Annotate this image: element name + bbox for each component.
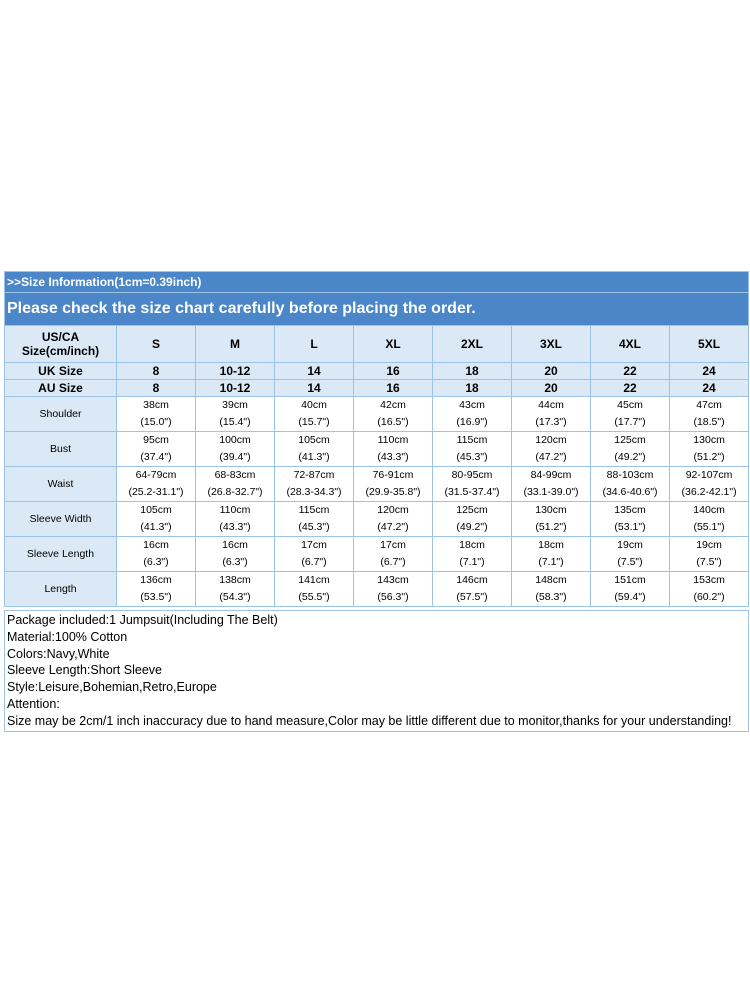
- measurement-inch: (17.7"): [614, 416, 646, 428]
- measurement-inch: (53.5"): [140, 591, 172, 603]
- measurement-cell: [670, 432, 749, 467]
- measurement-cell: [512, 397, 591, 432]
- uk-size-label: UK Size: [5, 363, 117, 380]
- measurement-cm: 151cm: [614, 574, 646, 586]
- notice-bar: [5, 293, 749, 326]
- measurement-cell: [275, 432, 354, 467]
- au-size-cell: 14: [275, 380, 354, 397]
- measurement-cell: [591, 397, 670, 432]
- measurement-cm: 42cm: [380, 399, 406, 411]
- measurement-cell: [670, 572, 749, 607]
- measurement-cm: 120cm: [377, 504, 409, 516]
- measurement-inch: (60.2"): [693, 591, 725, 603]
- measurement-cm: 143cm: [377, 574, 409, 586]
- measurement-cell: [591, 467, 670, 502]
- measurement-cell: [354, 432, 433, 467]
- measurement-cm: 115cm: [456, 434, 488, 446]
- measurement-cell: [433, 397, 512, 432]
- uk-size-cell: 24: [670, 363, 749, 380]
- au-size-cell: 18: [433, 380, 512, 397]
- measurement-cell: [512, 572, 591, 607]
- measurement-inch: (49.2"): [614, 451, 646, 463]
- measurement-cell: [354, 502, 433, 537]
- measurement-label: Shoulder: [5, 397, 117, 432]
- measurement-inch: (7.5"): [696, 556, 722, 568]
- au-size-cell: 22: [591, 380, 670, 397]
- measurement-cm: 125cm: [614, 434, 646, 446]
- measurement-row: [5, 502, 749, 537]
- size-header-cell: M: [196, 326, 275, 363]
- measurement-cm: 64-79cm: [135, 469, 177, 481]
- uk-size-cell: 8: [117, 363, 196, 380]
- size-header-cell: L: [275, 326, 354, 363]
- measurement-inch: (59.4"): [614, 591, 646, 603]
- measurement-cm: 138cm: [219, 574, 251, 586]
- measurement-cell: [433, 537, 512, 572]
- measurement-cm: 105cm: [140, 504, 172, 516]
- size-header-cell: S: [117, 326, 196, 363]
- measurement-cm: 45cm: [617, 399, 643, 411]
- au-size-cell: 8: [117, 380, 196, 397]
- note-line: Sleeve Length:Short Sleeve: [7, 663, 162, 678]
- measurement-cm: 44cm: [538, 399, 564, 411]
- measurement-cm: 16cm: [143, 539, 169, 551]
- measurement-cell: [354, 572, 433, 607]
- measurement-cm: 17cm: [380, 539, 406, 551]
- measurement-cell: [433, 432, 512, 467]
- note-line: Style:Leisure,Bohemian,Retro,Europe: [7, 680, 217, 695]
- measurement-inch: (41.3"): [140, 521, 172, 533]
- measurement-cm: 19cm: [617, 539, 643, 551]
- measurement-cm: 18cm: [538, 539, 564, 551]
- measurement-cell: [354, 537, 433, 572]
- note-line: Attention:: [7, 696, 60, 711]
- measurement-cm: 84-99cm: [530, 469, 572, 481]
- note-line: Size may be 2cm/1 inch inaccuracy due to hand measure,Color may be little different due to monitor,thanks for your understanding!: [7, 713, 732, 728]
- measurement-cell: [196, 502, 275, 537]
- measurement-inch: (55.1"): [693, 521, 725, 533]
- measurement-cell: [512, 502, 591, 537]
- measurement-inch: (39.4"): [219, 451, 251, 463]
- size-label-line1: US/CA: [41, 330, 80, 344]
- measurement-cm: 72-87cm: [293, 469, 335, 481]
- measurement-inch: (51.2"): [693, 451, 725, 463]
- measurement-cm: 136cm: [140, 574, 172, 586]
- measurement-cm: 100cm: [219, 434, 251, 446]
- measurement-inch: (58.3"): [535, 591, 567, 603]
- measurement-inch: (57.5"): [456, 591, 488, 603]
- measurement-cell: [591, 537, 670, 572]
- measurement-cm: 115cm: [298, 504, 330, 516]
- measurement-inch: (15.4"): [219, 416, 251, 428]
- measurement-inch: (29.9-35.8"): [365, 486, 421, 498]
- measurement-cell: [117, 467, 196, 502]
- size-notice: Please check the size chart carefully before placing the order.: [5, 293, 749, 326]
- measurement-inch: (6.3"): [222, 556, 248, 568]
- size-header-cell: XL: [354, 326, 433, 363]
- measurement-inch: (7.1"): [459, 556, 485, 568]
- uk-size-cell: 22: [591, 363, 670, 380]
- measurement-label: Sleeve Width: [5, 502, 117, 537]
- measurement-inch: (37.4"): [140, 451, 172, 463]
- measurement-cm: 153cm: [693, 574, 725, 586]
- measurement-inch: (15.0"): [140, 416, 172, 428]
- measurement-row: [5, 467, 749, 502]
- measurement-inch: (45.3"): [298, 521, 330, 533]
- measurement-cm: 17cm: [301, 539, 327, 551]
- measurement-cell: [591, 572, 670, 607]
- measurement-cm: 92-107cm: [685, 469, 733, 481]
- measurement-cm: 80-95cm: [451, 469, 493, 481]
- measurement-cm: 43cm: [459, 399, 485, 411]
- measurement-cell: [196, 432, 275, 467]
- measurement-cm: 18cm: [459, 539, 485, 551]
- measurement-cell: [433, 502, 512, 537]
- measurement-cell: [117, 397, 196, 432]
- measurement-inch: (49.2"): [456, 521, 488, 533]
- measurement-cm: 76-91cm: [372, 469, 414, 481]
- au-size-label: AU Size: [5, 380, 117, 397]
- measurement-cell: [670, 502, 749, 537]
- measurement-inch: (6.3"): [143, 556, 169, 568]
- measurement-inch: (6.7"): [380, 556, 406, 568]
- size-header-label: [5, 326, 117, 363]
- measurement-cell: [275, 537, 354, 572]
- measurement-inch: (15.7"): [298, 416, 330, 428]
- measurement-inch: (45.3"): [456, 451, 488, 463]
- measurement-row: [5, 432, 749, 467]
- note-line: Material:100% Cotton: [7, 629, 128, 644]
- measurement-row: [5, 397, 749, 432]
- measurement-cm: 148cm: [535, 574, 567, 586]
- measurement-inch: (18.5"): [693, 416, 725, 428]
- measurement-cell: [512, 537, 591, 572]
- measurement-inch: (28.3-34.3"): [286, 486, 342, 498]
- measurement-inch: (36.2-42.1"): [681, 486, 737, 498]
- size-header-cell: 2XL: [433, 326, 512, 363]
- measurement-cell: [591, 502, 670, 537]
- measurement-cm: 130cm: [693, 434, 725, 446]
- uk-size-row: [5, 363, 749, 380]
- measurement-cell: [275, 572, 354, 607]
- measurement-cm: 135cm: [614, 504, 646, 516]
- uk-size-cell: 20: [512, 363, 591, 380]
- measurement-label: Length: [5, 572, 117, 607]
- measurement-label: Sleeve Length: [5, 537, 117, 572]
- measurement-inch: (51.2"): [535, 521, 567, 533]
- measurement-inch: (56.3"): [377, 591, 409, 603]
- size-chart-table: [4, 271, 749, 607]
- measurement-inch: (31.5-37.4"): [444, 486, 500, 498]
- measurement-inch: (55.5"): [298, 591, 330, 603]
- size-header-row: [5, 326, 749, 363]
- measurement-cell: [196, 537, 275, 572]
- measurement-inch: (16.5"): [377, 416, 409, 428]
- measurement-inch: (7.1"): [538, 556, 564, 568]
- measurement-inch: (41.3"): [298, 451, 330, 463]
- measurement-cm: 47cm: [696, 399, 722, 411]
- measurement-cell: [512, 432, 591, 467]
- measurement-inch: (6.7"): [301, 556, 327, 568]
- size-header-cell: 4XL: [591, 326, 670, 363]
- measurement-inch: (34.6-40.6"): [602, 486, 658, 498]
- measurement-cell: [275, 397, 354, 432]
- note-line: Colors:Navy,White: [7, 646, 110, 661]
- measurement-inch: (54.3"): [219, 591, 251, 603]
- au-size-row: [5, 380, 749, 397]
- measurement-cm: 120cm: [535, 434, 567, 446]
- measurement-inch: (16.9"): [456, 416, 488, 428]
- measurement-cm: 105cm: [298, 434, 330, 446]
- measurement-cell: [196, 397, 275, 432]
- measurement-cm: 40cm: [301, 399, 327, 411]
- measurement-cell: [117, 502, 196, 537]
- measurement-cell: [512, 467, 591, 502]
- au-size-cell: 16: [354, 380, 433, 397]
- measurement-inch: (43.3"): [219, 521, 251, 533]
- au-size-cell: 20: [512, 380, 591, 397]
- measurement-cm: 140cm: [693, 504, 725, 516]
- size-info-bar: [5, 272, 749, 293]
- size-label-line2: Size(cm/inch): [21, 344, 100, 358]
- measurement-inch: (26.8-32.7"): [207, 486, 263, 498]
- measurement-cell: [433, 467, 512, 502]
- measurement-cell: [670, 467, 749, 502]
- measurement-label: Waist: [5, 467, 117, 502]
- measurement-cm: 19cm: [696, 539, 722, 551]
- uk-size-cell: 10-12: [196, 363, 275, 380]
- measurement-cm: 141cm: [298, 574, 330, 586]
- measurement-cm: 68-83cm: [214, 469, 256, 481]
- measurement-cell: [275, 467, 354, 502]
- measurement-inch: (33.1-39.0"): [523, 486, 579, 498]
- measurement-cm: 130cm: [535, 504, 567, 516]
- measurement-cm: 16cm: [222, 539, 248, 551]
- measurement-row: [5, 572, 749, 607]
- au-size-cell: 24: [670, 380, 749, 397]
- measurement-cm: 38cm: [143, 399, 169, 411]
- measurement-cell: [117, 537, 196, 572]
- measurement-cell: [670, 537, 749, 572]
- measurement-cell: [117, 432, 196, 467]
- measurement-label: Bust: [5, 432, 117, 467]
- uk-size-cell: 18: [433, 363, 512, 380]
- measurement-cell: [354, 467, 433, 502]
- size-info-title: >>Size Information(1cm=0.39inch): [5, 272, 749, 293]
- measurement-inch: (7.5"): [617, 556, 643, 568]
- measurement-cm: 88-103cm: [606, 469, 654, 481]
- measurement-cell: [196, 572, 275, 607]
- measurement-cell: [275, 502, 354, 537]
- measurement-cm: 125cm: [456, 504, 488, 516]
- measurement-cell: [117, 572, 196, 607]
- measurement-cell: [433, 572, 512, 607]
- measurement-inch: (53.1"): [614, 521, 646, 533]
- measurement-inch: (47.2"): [535, 451, 567, 463]
- measurement-cm: 110cm: [377, 434, 409, 446]
- uk-size-cell: 14: [275, 363, 354, 380]
- measurement-inch: (43.3"): [377, 451, 409, 463]
- measurement-cell: [591, 432, 670, 467]
- measurement-inch: (47.2"): [377, 521, 409, 533]
- measurement-inch: (17.3"): [535, 416, 567, 428]
- measurement-cm: 39cm: [222, 399, 248, 411]
- note-line: Package included:1 Jumpsuit(Including The Belt): [7, 613, 278, 627]
- measurement-cm: 95cm: [143, 434, 169, 446]
- uk-size-cell: 16: [354, 363, 433, 380]
- measurement-row: [5, 537, 749, 572]
- size-header-cell: 5XL: [670, 326, 749, 363]
- measurement-cell: [670, 397, 749, 432]
- measurement-cell: [354, 397, 433, 432]
- size-header-cell: 3XL: [512, 326, 591, 363]
- product-notes: [4, 610, 749, 732]
- measurement-cm: 146cm: [456, 574, 488, 586]
- measurement-inch: (25.2-31.1"): [128, 486, 184, 498]
- measurement-cm: 110cm: [219, 504, 251, 516]
- au-size-cell: 10-12: [196, 380, 275, 397]
- measurement-cell: [196, 467, 275, 502]
